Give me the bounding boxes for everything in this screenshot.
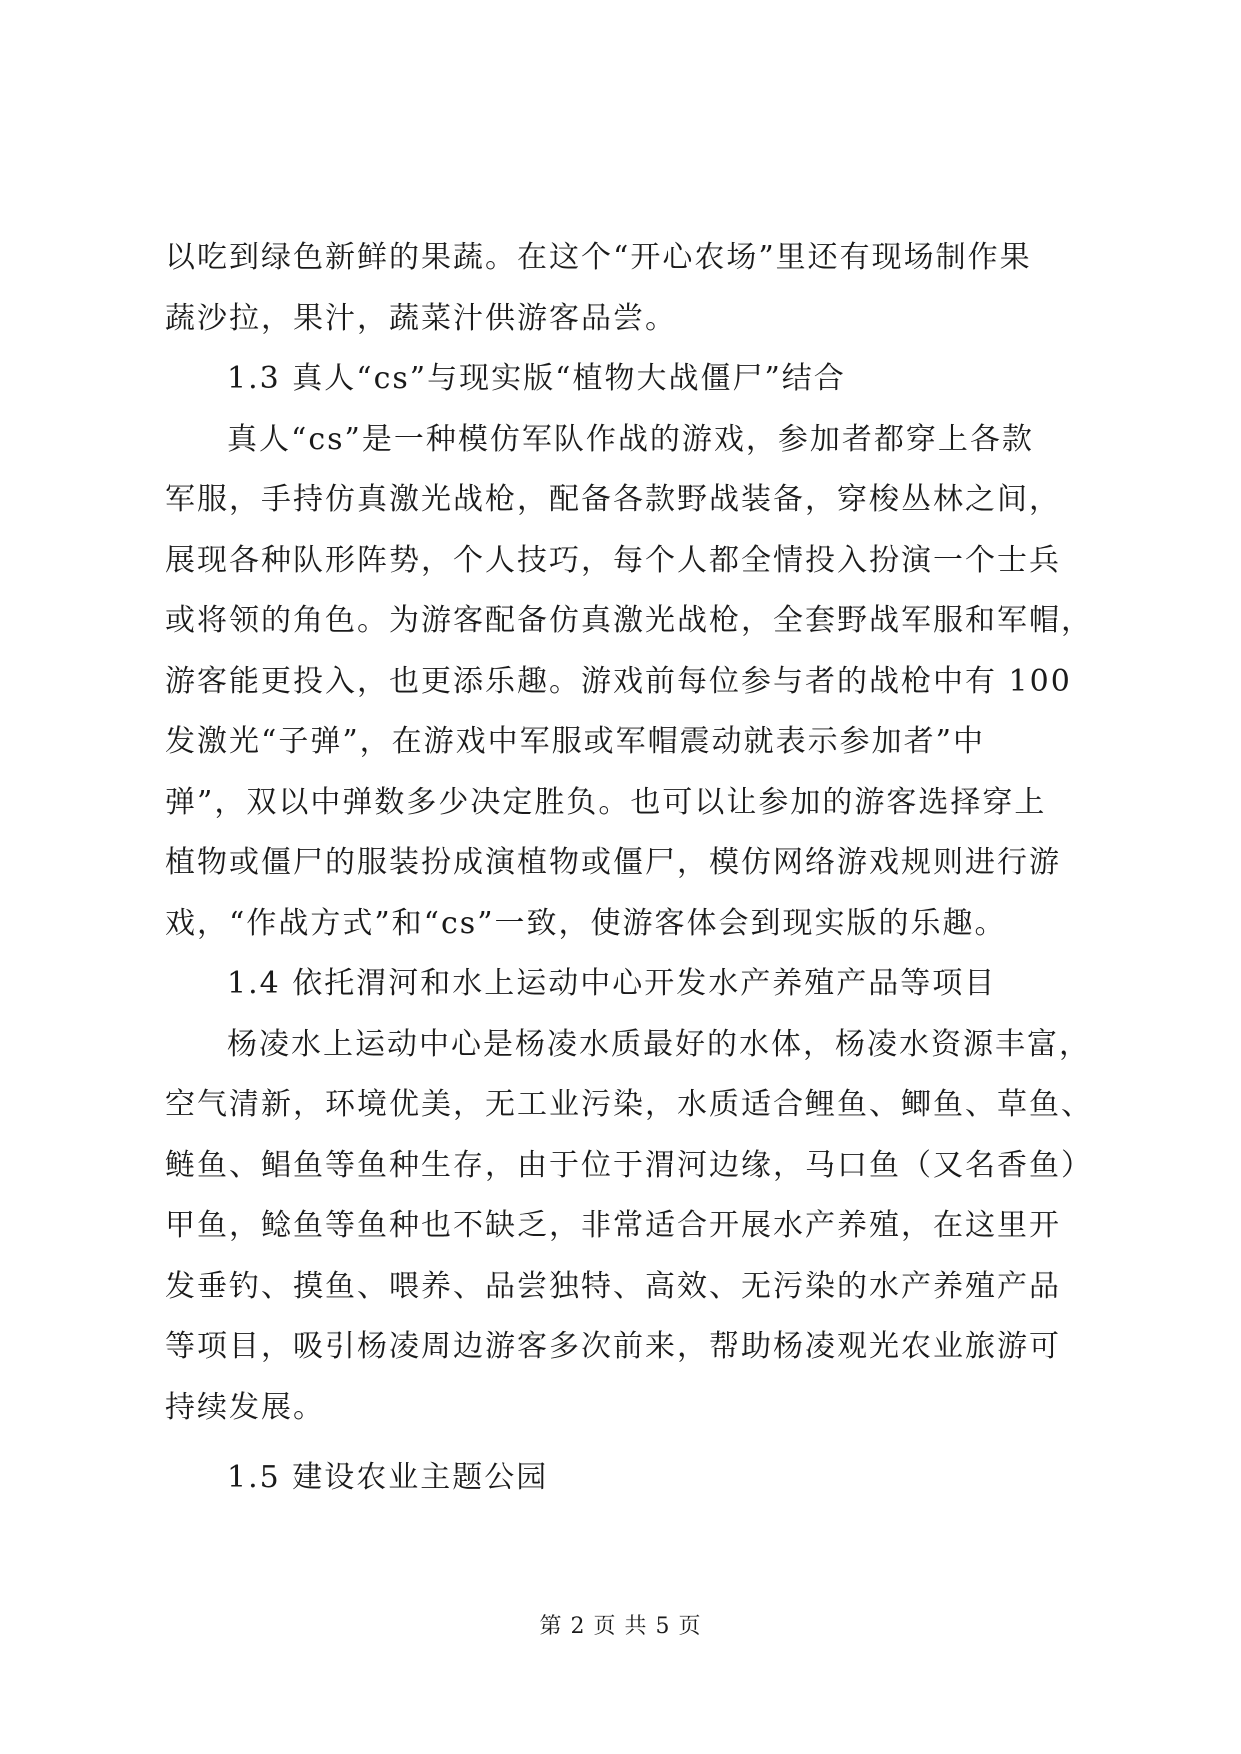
body-line: 发激光“子弹”，在游戏中军服或军帽震动就表示参加者”中 — [165, 724, 986, 759]
section-heading-1-5: 1.5 建设农业主题公园 — [227, 1460, 549, 1495]
body-line: 发垂钓、摸鱼、喂养、品尝独特、高效、无污染的水产养殖产品 — [165, 1268, 1061, 1304]
body-line: 戏，“作战方式”和“cs”一致，使游客体会到现实版的乐趣。 — [165, 905, 1007, 941]
body-line: 持续发展。 — [165, 1389, 325, 1425]
page-number-footer: 第 2 页 共 5 页 — [539, 1614, 702, 1639]
body-line: 杨凌水上运动中心是杨凌水质最好的水体，杨凌水资源丰富， — [227, 1026, 1091, 1062]
body-line: 鲢鱼、鲳鱼等鱼种生存，由于位于渭河边缘，马口鱼（又名香鱼） — [165, 1147, 1093, 1183]
section-heading-1-3: 1.3 真人“cs”与现实版“植物大战僵尸”结合 — [227, 361, 846, 396]
body-line: 蔬沙拉，果汁，蔬菜汁供游客品尝。 — [165, 300, 677, 336]
body-line: 甲鱼，鲶鱼等鱼种也不缺乏，非常适合开展水产养殖，在这里开 — [165, 1208, 1061, 1243]
body-line: 弹”，双以中弹数多少决定胜负。也可以让参加的游客选择穿上 — [165, 784, 1047, 820]
body-line: 真人“cs”是一种模仿军队作战的游戏，参加者都穿上各款 — [227, 421, 1034, 457]
body-line: 以吃到绿色新鲜的果蔬。在这个“开心农场”里还有现场制作果 — [165, 240, 1032, 275]
body-line: 展现各种队形阵势，个人技巧，每个人都全情投入扮演一个士兵 — [165, 542, 1061, 578]
body-line: 游客能更投入，也更添乐趣。游戏前每位参与者的战枪中有 100 — [165, 663, 1072, 699]
body-line: 植物或僵尸的服装扮成演植物或僵尸，模仿网络游戏规则进行游 — [165, 845, 1061, 880]
body-line: 军服，手持仿真激光战枪，配备各款野战装备，穿梭丛林之间， — [165, 482, 1061, 517]
body-line: 等项目，吸引杨凌周边游客多次前来，帮助杨凌观光农业旅游可 — [165, 1329, 1061, 1364]
body-line: 或将领的角色。为游客配备仿真激光战枪，全套野战军服和军帽， — [165, 603, 1093, 638]
document-body — [165, 228, 1093, 1509]
body-line: 空气清新，环境优美，无工业污染，水质适合鲤鱼、鲫鱼、草鱼、 — [165, 1087, 1093, 1122]
section-heading-1-4: 1.4 依托渭河和水上运动中心开发水产养殖产品等项目 — [227, 966, 997, 1001]
